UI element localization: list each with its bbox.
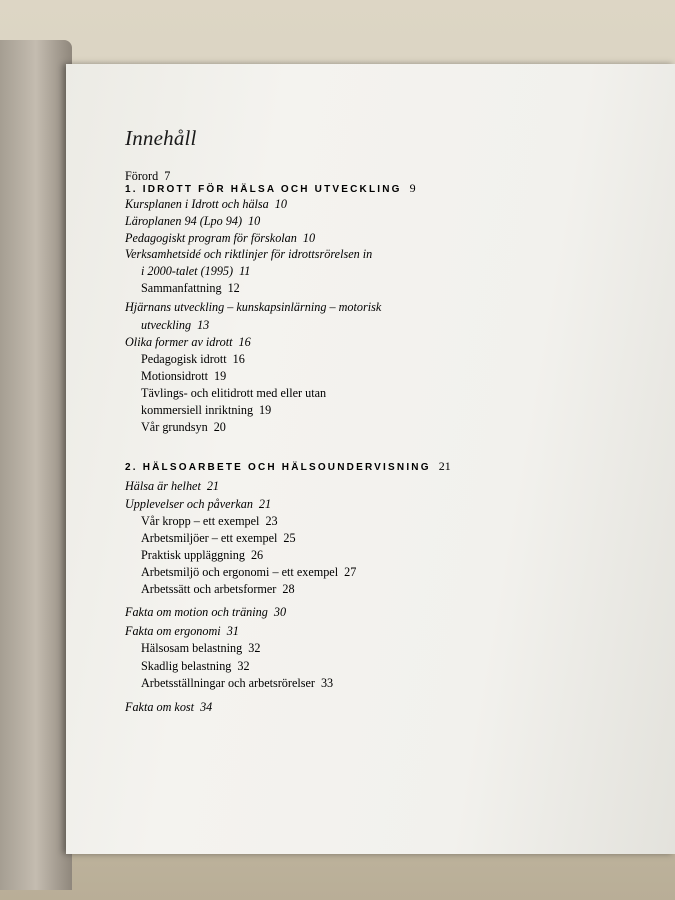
toc-entry-text: Arbetsställningar och arbetsrörelser <box>141 676 315 690</box>
toc-entry <box>125 605 286 620</box>
toc-entry-text: Upplevelser och påverkan <box>125 497 253 511</box>
toc-entry-page-number: 7 <box>164 169 171 183</box>
toc-entry <box>141 369 226 384</box>
toc-entry-text: Fakta om ergonomi <box>125 624 221 638</box>
toc-entry-page-number: 16 <box>238 335 251 349</box>
toc-entry-page-number: 27 <box>344 565 357 579</box>
toc-entry-page-number: 10 <box>302 231 316 245</box>
toc-entry-text: Skadlig belastning <box>141 659 232 673</box>
toc-entry-text: Verksamhetsidé och riktlinjer för idrottsrörelsen in <box>125 247 373 261</box>
toc-entry <box>141 531 296 546</box>
toc-entry-page-number: 19 <box>214 369 227 383</box>
toc-entry-text: Arbetssätt och arbetsformer <box>141 582 277 596</box>
toc-entry-text: Olika former av idrott <box>125 335 233 349</box>
toc-entry-text: 1. IDROTT FÖR HÄLSA OCH UTVECKLING <box>125 184 402 195</box>
toc-entry-page-number: 12 <box>227 281 240 295</box>
toc-entry-text: Praktisk uppläggning <box>141 548 245 562</box>
toc-entry-text: Fakta om kost <box>125 700 195 714</box>
toc-entry <box>125 624 239 639</box>
toc-entry <box>125 497 271 512</box>
toc-entry-text: Arbetsmiljöer – ett exempel <box>141 531 278 545</box>
toc-entry-page-number: 31 <box>226 624 239 638</box>
toc-entry-text: Pedagogisk idrott <box>141 352 227 366</box>
toc-entry-page-number: 30 <box>273 605 287 619</box>
toc-entry <box>141 403 271 418</box>
toc-entry <box>125 300 381 315</box>
toc-entry <box>141 352 245 367</box>
toc-entry-page-number: 32 <box>248 641 261 655</box>
toc-entry <box>141 318 209 333</box>
toc-entry <box>125 479 219 494</box>
toc-entry-text: 2. HÄLSOARBETE OCH HÄLSOUNDERVISNING <box>125 462 431 473</box>
toc-entry <box>125 247 372 262</box>
toc-entry <box>125 231 315 246</box>
toc-entry <box>125 197 287 212</box>
toc-entry-page-number: 21 <box>438 459 451 473</box>
toc-entry <box>125 181 416 196</box>
toc-entry-page-number: 25 <box>283 531 296 545</box>
toc-entry-text: Vår kropp – ett exempel <box>141 514 260 528</box>
toc-entry-page-number: 10 <box>274 197 287 211</box>
toc-entry-page-number: 19 <box>259 403 272 417</box>
toc-entry-text: kommersiell inriktning <box>141 403 254 417</box>
toc-entry <box>125 335 251 350</box>
toc-entry-text: Fakta om motion och träning <box>125 605 268 619</box>
toc-entry-text: Hälsa är helhet <box>125 479 201 493</box>
toc-entry-page-number: 28 <box>282 582 295 596</box>
table-of-contents <box>125 126 525 165</box>
facing-page-edge <box>0 40 72 890</box>
toc-entry <box>141 386 326 401</box>
toc-entry-page-number: 16 <box>232 352 245 366</box>
toc-entry-text: Arbetsmiljö och ergonomi – ett exempel <box>141 565 339 579</box>
toc-entry <box>125 214 260 229</box>
toc-entry-page-number: 21 <box>258 497 272 511</box>
toc-entry-page-number: 13 <box>197 318 210 332</box>
toc-entry <box>141 281 240 296</box>
toc-entry <box>141 582 295 597</box>
toc-entry-text: utveckling <box>141 318 192 332</box>
toc-entry <box>141 548 263 563</box>
toc-entry-text: Läroplanen 94 (Lpo 94) <box>125 214 243 228</box>
toc-entry-page-number: 10 <box>248 214 261 228</box>
toc-entry <box>141 641 260 656</box>
toc-entry-page-number: 23 <box>265 514 278 528</box>
toc-entry-text: Vår grundsyn <box>141 420 208 434</box>
toc-entry-page-number: 11 <box>239 264 251 278</box>
toc-entry-text: Pedagogiskt program för förskolan <box>125 231 297 245</box>
toc-entry <box>141 676 333 691</box>
toc-entry-text: Motionsidrott <box>141 369 209 383</box>
toc-entry <box>141 264 250 279</box>
toc-entry <box>125 700 212 715</box>
toc-entry-page-number: 26 <box>250 548 264 562</box>
toc-entry-page-number: 34 <box>200 700 213 714</box>
toc-title: Innehåll <box>125 126 197 150</box>
toc-entry <box>125 459 451 474</box>
toc-entry-text: Förord <box>125 169 159 183</box>
toc-entry-text: i 2000-talet (1995) <box>141 264 234 278</box>
toc-entry-page-number: 9 <box>409 181 416 195</box>
toc-entry <box>141 659 250 674</box>
toc-entry-page-number: 33 <box>320 676 334 690</box>
toc-entry-text: Tävlings- och elitidrott med eller utan <box>141 386 327 400</box>
toc-entry-text: Kursplanen i Idrott och hälsa <box>125 197 269 211</box>
toc-entry <box>141 514 278 529</box>
toc-entry-text: Sammanfattning <box>141 281 222 295</box>
toc-entry-page-number: 32 <box>237 659 250 673</box>
toc-entry-page-number: 20 <box>213 420 226 434</box>
toc-entry-text: Hjärnans utveckling – kunskapsinlärning – motorisk <box>125 300 382 314</box>
toc-entry <box>141 420 226 435</box>
toc-entry-page-number: 21 <box>206 479 220 493</box>
toc-entry-text: Hälsosam belastning <box>141 641 243 655</box>
toc-entry <box>141 565 356 580</box>
show-through-text <box>586 184 675 784</box>
